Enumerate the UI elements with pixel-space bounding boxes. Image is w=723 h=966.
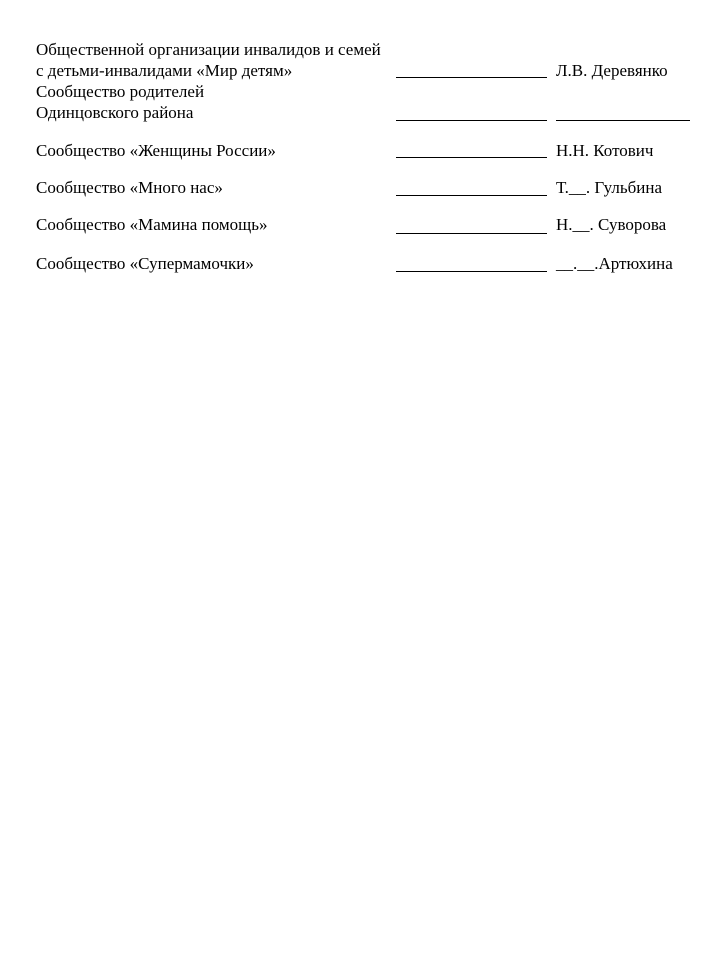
org-name-line: Одинцовского района <box>36 103 194 122</box>
org-name-line: Сообщество «Женщины России» <box>36 141 276 160</box>
org-name-line: с детьми-инвалидами «Мир детям» <box>36 61 293 80</box>
signature-line <box>396 157 547 158</box>
signature-line <box>396 77 547 78</box>
signature-line <box>396 233 547 234</box>
org-name-line: Сообщество «Мамина помощь» <box>36 215 268 234</box>
name-blank-line <box>556 120 690 121</box>
signature-line <box>396 120 547 121</box>
org-name-line: Сообщество «Много нас» <box>36 178 223 197</box>
signatory-name: Н.__. Суворова <box>556 215 667 234</box>
signatory-name: Л.В. Деревянко <box>556 61 668 80</box>
signature-line <box>396 271 547 272</box>
org-name-line: Общественной организации инвалидов и семей <box>36 40 381 59</box>
org-name-line: Сообщество родителей <box>36 82 205 101</box>
signatory-name: Т.__. Гульбина <box>556 178 662 197</box>
signatory-name: Н.Н. Котович <box>556 141 654 160</box>
signatory-name: __.__.Артюхина <box>556 254 673 273</box>
org-name-line: Сообщество «Супермамочки» <box>36 254 254 273</box>
signature-line <box>396 195 547 196</box>
